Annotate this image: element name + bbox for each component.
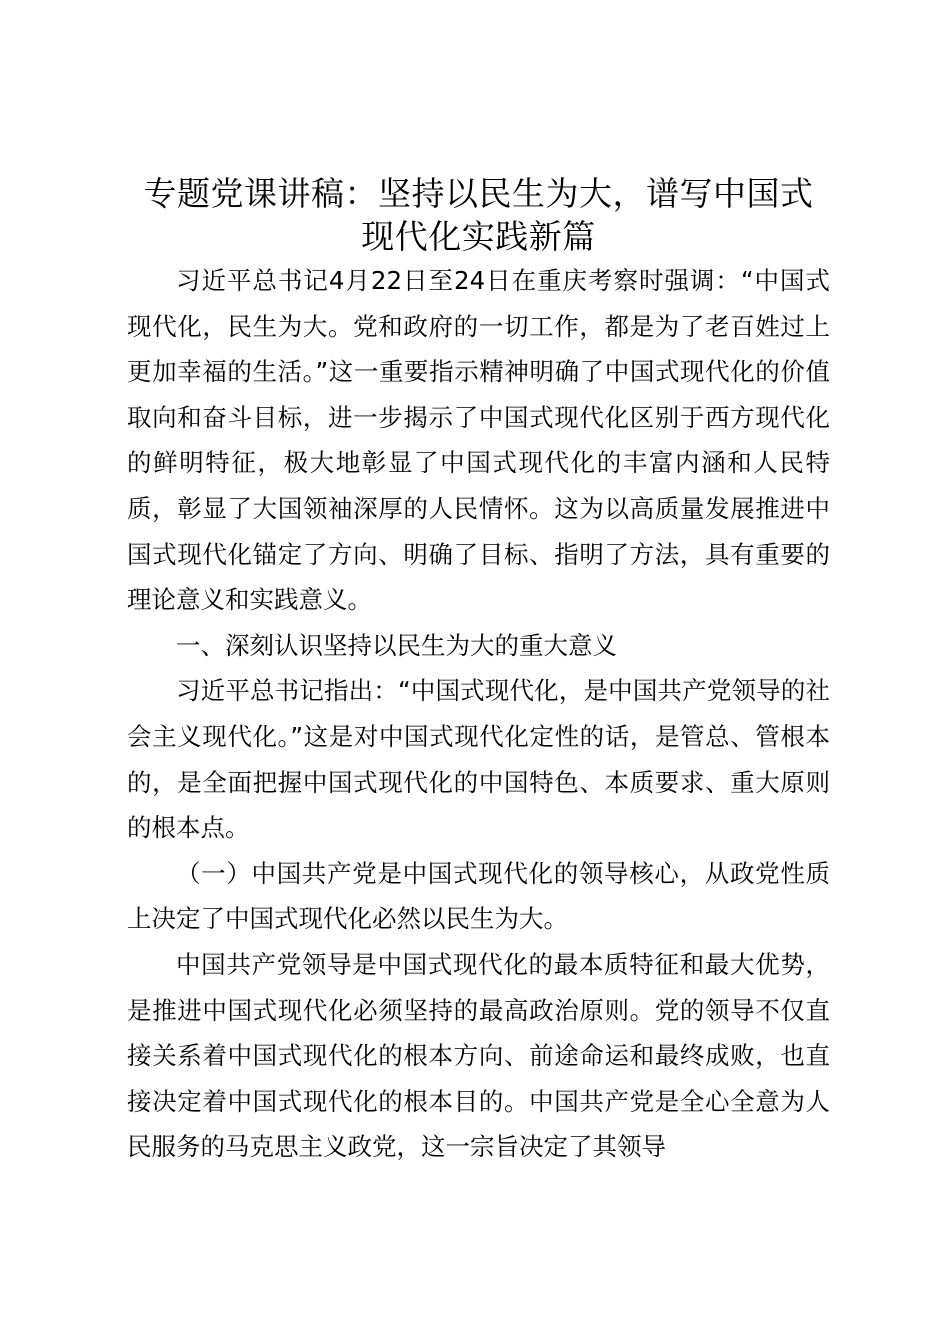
subsection-heading-1: （一）中国共产党是中国式现代化的领导核心，从政党性质上决定了中国式现代化必然以民生为大。 [127, 858, 830, 934]
paragraph-party-leadership: 中国共产党领导是中国式现代化的最本质特征和最大优势，是推进中国式现代化必须坚持的最高政治原则。党的领导不仅直接关系着中国式现代化的根本方向、前途命运和最终成败，也直接决定着中国式现代化的根本目的。中国共产党是全心全意为人民服务的马克思主义政党，这一宗旨决定了其领导 [127, 949, 830, 1162]
document-title: 专题党课讲稿：坚持以民生为大，谱写中国式现代化实践新篇 [143, 174, 814, 256]
paragraph-intro: 习近平总书记4月22日至24日在重庆考察时强调：“中国式现代化，民生为大。党和政府的一切工作，都是为了老百姓过上更加幸福的生活。”这一重要指示精神明确了中国式现代化的价值取向和奋斗目标，进一步揭示了中国式现代化区别于西方现代化的鲜明特征，极大地彰显了中国式现代化的丰富内涵和人民特质，彰显了大国领袖深厚的人民情怀。这为以高质量发展推进中国式现代化锚定了方向、明确了目标、指明了方法，具有重要的理论意义和实践意义。 [127, 266, 830, 615]
paragraph-definition: 习近平总书记指出：“中国式现代化，是中国共产党领导的社会主义现代化。”这是对中国式现代化定性的话，是管总、管根本的，是全面把握中国式现代化的中国特色、本质要求、重大原则的根本点。 [127, 676, 830, 843]
section-heading-1: 一、深刻认识坚持以民生为大的重大意义 [176, 630, 617, 660]
document-page [127, 172, 830, 1170]
